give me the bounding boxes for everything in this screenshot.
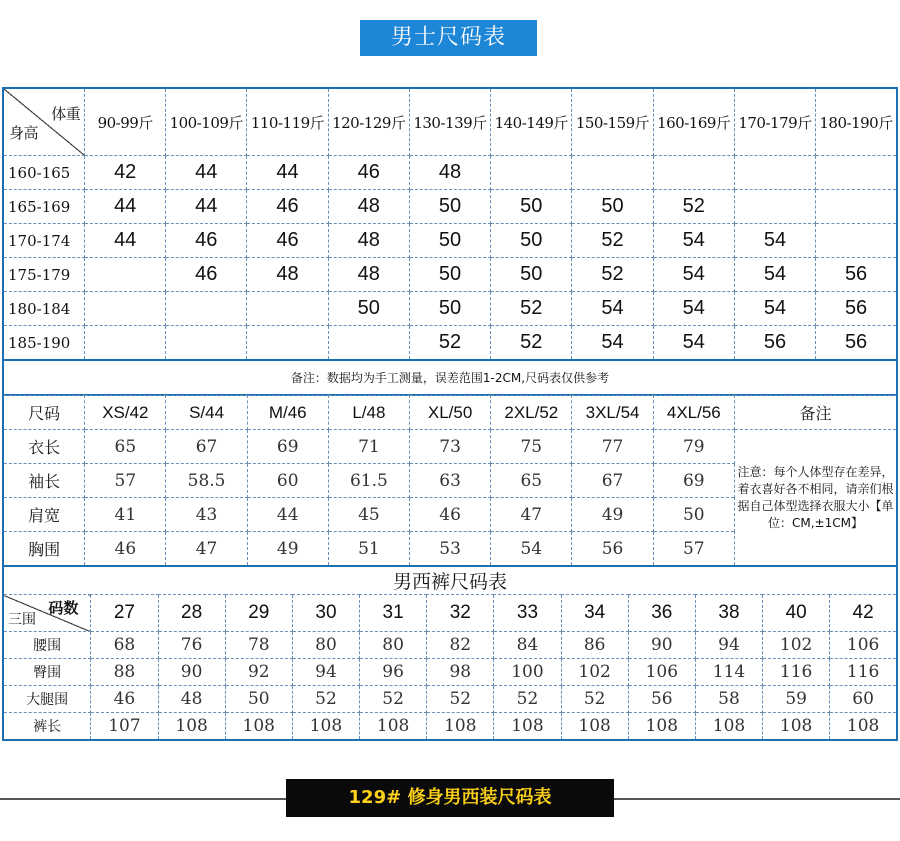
height-row (3, 224, 897, 258)
pants-measurement-label: 腰围 (3, 632, 91, 659)
size-cell: 54 (734, 258, 815, 292)
measurement-value: 65 (85, 430, 166, 464)
measurement-label: 袖长 (3, 464, 85, 498)
pants-measurement-value: 52 (561, 686, 628, 713)
measurement-value: 45 (328, 498, 409, 532)
measurement-value: 63 (409, 464, 490, 498)
measurement-value: 49 (572, 498, 653, 532)
pants-measurement-row (3, 686, 897, 713)
size-cell: 54 (653, 258, 734, 292)
measurement-value: 46 (85, 532, 166, 567)
weight-header: 170-179斤 (734, 88, 815, 156)
size-cell (816, 156, 897, 190)
pants-measurement-value: 86 (561, 632, 628, 659)
size-cell (572, 156, 653, 190)
pants-measurement-value: 52 (494, 686, 561, 713)
pants-measurement-value: 108 (628, 713, 695, 741)
pants-measurement-value: 102 (561, 659, 628, 686)
pants-measurement-label: 臀围 (3, 659, 91, 686)
height-row (3, 156, 897, 190)
pants-measurement-label: 大腿围 (3, 686, 91, 713)
size-cell: 52 (409, 326, 490, 361)
pants-measurement-value: 92 (225, 659, 292, 686)
height-row (3, 292, 897, 326)
pants-size: 36 (628, 595, 695, 632)
measurement-value: 57 (85, 464, 166, 498)
pants-measurement-value: 50 (225, 686, 292, 713)
pants-measurement-value: 114 (695, 659, 762, 686)
measurement-label: 肩宽 (3, 498, 85, 532)
size-cell: 50 (409, 190, 490, 224)
pants-measurement-value: 48 (158, 686, 225, 713)
pants-measurement-value: 90 (628, 632, 695, 659)
pants-measurement-value: 116 (763, 659, 830, 686)
pants-measurement-value: 100 (494, 659, 561, 686)
measurement-value: 47 (166, 532, 247, 567)
suit-size: 4XL/56 (653, 396, 734, 430)
height-row (3, 258, 897, 292)
measurement-label: 衣长 (3, 430, 85, 464)
size-cell: 56 (816, 292, 897, 326)
height-range: 160-165 (3, 156, 85, 190)
weight-header: 150-159斤 (572, 88, 653, 156)
size-cell: 46 (247, 190, 328, 224)
measurement-value: 77 (572, 430, 653, 464)
measurement-value: 44 (247, 498, 328, 532)
size-cell: 56 (816, 326, 897, 361)
size-cell: 44 (166, 156, 247, 190)
size-cell: 48 (328, 258, 409, 292)
pants-measurement-value: 90 (158, 659, 225, 686)
pants-measurement-value: 52 (427, 686, 494, 713)
pants-measurement-value: 88 (91, 659, 158, 686)
measurement-value: 69 (247, 430, 328, 464)
size-cell: 46 (328, 156, 409, 190)
suit-size: 2XL/52 (491, 396, 572, 430)
size-cell: 44 (166, 190, 247, 224)
weight-corner-label: 体重 (51, 105, 81, 123)
pants-size: 29 (225, 595, 292, 632)
weight-header: 90-99斤 (85, 88, 166, 156)
pants-size: 28 (158, 595, 225, 632)
size-cell: 52 (653, 190, 734, 224)
size-cell: 50 (328, 292, 409, 326)
pants-measurement-value: 52 (292, 686, 359, 713)
measurement-value: 79 (653, 430, 734, 464)
weight-header: 130-139斤 (409, 88, 490, 156)
pants-measurement-value: 96 (360, 659, 427, 686)
height-range: 185-190 (3, 326, 85, 361)
size-cell (247, 326, 328, 361)
pants-measurement-value: 76 (158, 632, 225, 659)
size-cell: 52 (491, 326, 572, 361)
height-range: 165-169 (3, 190, 85, 224)
pants-measurement-value: 94 (292, 659, 359, 686)
pants-measurement-value: 46 (91, 686, 158, 713)
size-cell (85, 292, 166, 326)
suit-size-table (2, 395, 898, 567)
pants-measurement-value: 98 (427, 659, 494, 686)
pants-measurement-value: 59 (763, 686, 830, 713)
size-note: 注意：每个人体型存在差异，着衣喜好各不相同，请亲们根据自己体型选择衣服大小【单位：CM,±1CM】 (734, 430, 897, 567)
pants-measurement-value: 108 (158, 713, 225, 741)
pants-measurement-value: 84 (494, 632, 561, 659)
size-cell: 50 (409, 292, 490, 326)
measurement-value: 61.5 (328, 464, 409, 498)
height-range: 175-179 (3, 258, 85, 292)
pants-measurement-value: 80 (292, 632, 359, 659)
size-cell: 54 (653, 292, 734, 326)
size-cell: 50 (491, 190, 572, 224)
pants-measurement-value: 106 (628, 659, 695, 686)
pants-size: 27 (91, 595, 158, 632)
size-cell (491, 156, 572, 190)
size-cell: 50 (491, 224, 572, 258)
size-corner-label: 码数 (48, 599, 79, 617)
size-cell: 46 (166, 258, 247, 292)
measurement-value: 75 (491, 430, 572, 464)
measurement-value: 47 (491, 498, 572, 532)
pants-measurement-value: 78 (225, 632, 292, 659)
measurement-value: 69 (653, 464, 734, 498)
size-cell (166, 326, 247, 361)
suit-size: XS/42 (85, 396, 166, 430)
pants-measurement-value: 102 (763, 632, 830, 659)
suit-size: 3XL/54 (572, 396, 653, 430)
size-cell: 48 (247, 258, 328, 292)
measurement-value: 67 (572, 464, 653, 498)
size-cell: 48 (328, 190, 409, 224)
size-cell: 50 (491, 258, 572, 292)
size-cell: 52 (572, 224, 653, 258)
size-cell (816, 224, 897, 258)
suit-size: XL/50 (409, 396, 490, 430)
size-cell: 54 (572, 326, 653, 361)
size-cell: 52 (572, 258, 653, 292)
pants-measurement-value: 58 (695, 686, 762, 713)
note-header: 备注 (734, 396, 897, 430)
pants-measurement-value: 52 (360, 686, 427, 713)
pants-measurement-value: 108 (830, 713, 897, 741)
suit-size: S/44 (166, 396, 247, 430)
measurement-value: 65 (491, 464, 572, 498)
weight-header: 160-169斤 (653, 88, 734, 156)
pants-size: 40 (763, 595, 830, 632)
pants-measurement-value: 108 (561, 713, 628, 741)
measurement-value: 49 (247, 532, 328, 567)
weight-header: 120-129斤 (328, 88, 409, 156)
pants-measurement-value: 107 (91, 713, 158, 741)
pants-measurement-value: 108 (292, 713, 359, 741)
page-title: 男士尺码表 (360, 20, 537, 56)
pants-measurement-value: 108 (360, 713, 427, 741)
size-cell (734, 156, 815, 190)
pants-measurement-value: 82 (427, 632, 494, 659)
pants-measurement-row (3, 713, 897, 741)
pants-table-title: 男西裤尺码表 (3, 566, 897, 595)
measurement-value: 51 (328, 532, 409, 567)
footer-banner: 129# 修身男西装尺码表 (286, 779, 614, 817)
size-cell: 48 (409, 156, 490, 190)
pants-measurement-value: 80 (360, 632, 427, 659)
pants-size: 38 (695, 595, 762, 632)
pants-size: 31 (360, 595, 427, 632)
size-cell (166, 292, 247, 326)
size-cell: 54 (572, 292, 653, 326)
height-corner-label: 身高 (9, 124, 39, 142)
pants-measurement-value: 108 (225, 713, 292, 741)
weight-header-row (3, 88, 897, 156)
size-cell: 56 (816, 258, 897, 292)
pants-measurement-value: 94 (695, 632, 762, 659)
pants-size: 33 (494, 595, 561, 632)
pants-measurement-row (3, 659, 897, 686)
pants-measurement-value: 116 (830, 659, 897, 686)
measurement-note: 备注：数据均为手工测量，误差范围1-2CM,尺码表仅供参考 (3, 360, 897, 395)
size-cell: 54 (653, 224, 734, 258)
pants-measurement-value: 108 (494, 713, 561, 741)
size-cell: 50 (572, 190, 653, 224)
pants-measurement-value: 108 (695, 713, 762, 741)
size-cell: 52 (491, 292, 572, 326)
size-cell: 44 (85, 190, 166, 224)
measurement-value: 50 (653, 498, 734, 532)
height-range: 180-184 (3, 292, 85, 326)
corner-cell (3, 88, 85, 156)
pants-size: 42 (830, 595, 897, 632)
measurement-value: 67 (166, 430, 247, 464)
suit-header-row (3, 396, 897, 430)
size-cell: 42 (85, 156, 166, 190)
pants-measurement-value: 60 (830, 686, 897, 713)
size-cell (328, 326, 409, 361)
measurement-row (3, 430, 897, 464)
measurement-value: 46 (409, 498, 490, 532)
size-label-header: 尺码 (3, 396, 85, 430)
pants-size-table (2, 565, 898, 741)
measurement-value: 71 (328, 430, 409, 464)
weight-height-table (2, 87, 898, 396)
measurement-value: 53 (409, 532, 490, 567)
size-cell: 56 (734, 326, 815, 361)
pants-title-row (3, 566, 897, 595)
size-cell (816, 190, 897, 224)
measurement-value: 60 (247, 464, 328, 498)
size-cell: 54 (653, 326, 734, 361)
pants-size: 30 (292, 595, 359, 632)
size-cell: 46 (247, 224, 328, 258)
pants-corner-cell (3, 595, 91, 632)
measurement-value: 54 (491, 532, 572, 567)
pants-measurement-row (3, 632, 897, 659)
size-cell: 44 (247, 156, 328, 190)
weight-header: 100-109斤 (166, 88, 247, 156)
size-cell: 50 (409, 224, 490, 258)
measurement-value: 57 (653, 532, 734, 567)
size-cell: 46 (166, 224, 247, 258)
weight-header: 180-190斤 (816, 88, 897, 156)
measurement-value: 41 (85, 498, 166, 532)
weight-header: 140-149斤 (491, 88, 572, 156)
measurement-label: 胸围 (3, 532, 85, 567)
pants-measurement-value: 68 (91, 632, 158, 659)
height-range: 170-174 (3, 224, 85, 258)
measurement-value: 43 (166, 498, 247, 532)
size-cell (653, 156, 734, 190)
height-row (3, 326, 897, 361)
pants-measurement-value: 108 (427, 713, 494, 741)
pants-size: 32 (427, 595, 494, 632)
size-cell (734, 190, 815, 224)
size-cell: 44 (85, 224, 166, 258)
weight-header: 110-119斤 (247, 88, 328, 156)
measurement-value: 56 (572, 532, 653, 567)
pants-measurement-value: 108 (763, 713, 830, 741)
suit-size: M/46 (247, 396, 328, 430)
size-cell (85, 258, 166, 292)
pants-measurement-value: 56 (628, 686, 695, 713)
measurement-value: 73 (409, 430, 490, 464)
size-cell: 48 (328, 224, 409, 258)
size-cell: 50 (409, 258, 490, 292)
measure-corner-label: 三围 (8, 612, 36, 628)
suit-size: L/48 (328, 396, 409, 430)
height-row (3, 190, 897, 224)
pants-header-row (3, 595, 897, 632)
pants-size: 34 (561, 595, 628, 632)
pants-measurement-label: 裤长 (3, 713, 91, 741)
measurement-value: 58.5 (166, 464, 247, 498)
size-cell (85, 326, 166, 361)
measurement-note-row (3, 360, 897, 395)
pants-measurement-value: 106 (830, 632, 897, 659)
size-cell: 54 (734, 292, 815, 326)
size-cell (247, 292, 328, 326)
size-cell: 54 (734, 224, 815, 258)
